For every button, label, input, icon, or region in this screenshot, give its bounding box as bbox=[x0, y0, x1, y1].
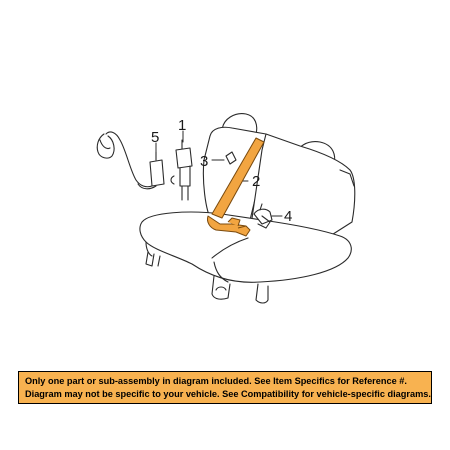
callout-5: 5 bbox=[151, 129, 160, 146]
callout-1: 1 bbox=[178, 117, 187, 134]
callout-3: 3 bbox=[200, 153, 209, 170]
rear-seat bbox=[140, 114, 355, 303]
disclaimer-line-2: Diagram may not be specific to your vehicle. See Compatibility for vehicle-specific diagrams. bbox=[25, 389, 431, 399]
disclaimer-banner bbox=[18, 371, 432, 404]
callout-2: 2 bbox=[252, 173, 261, 190]
disclaimer-line-1: Only one part or sub-assembly in diagram included. See Item Specifics for Reference #. bbox=[25, 376, 407, 386]
part-1-buckle bbox=[171, 140, 192, 200]
callout-4: 4 bbox=[284, 208, 293, 225]
